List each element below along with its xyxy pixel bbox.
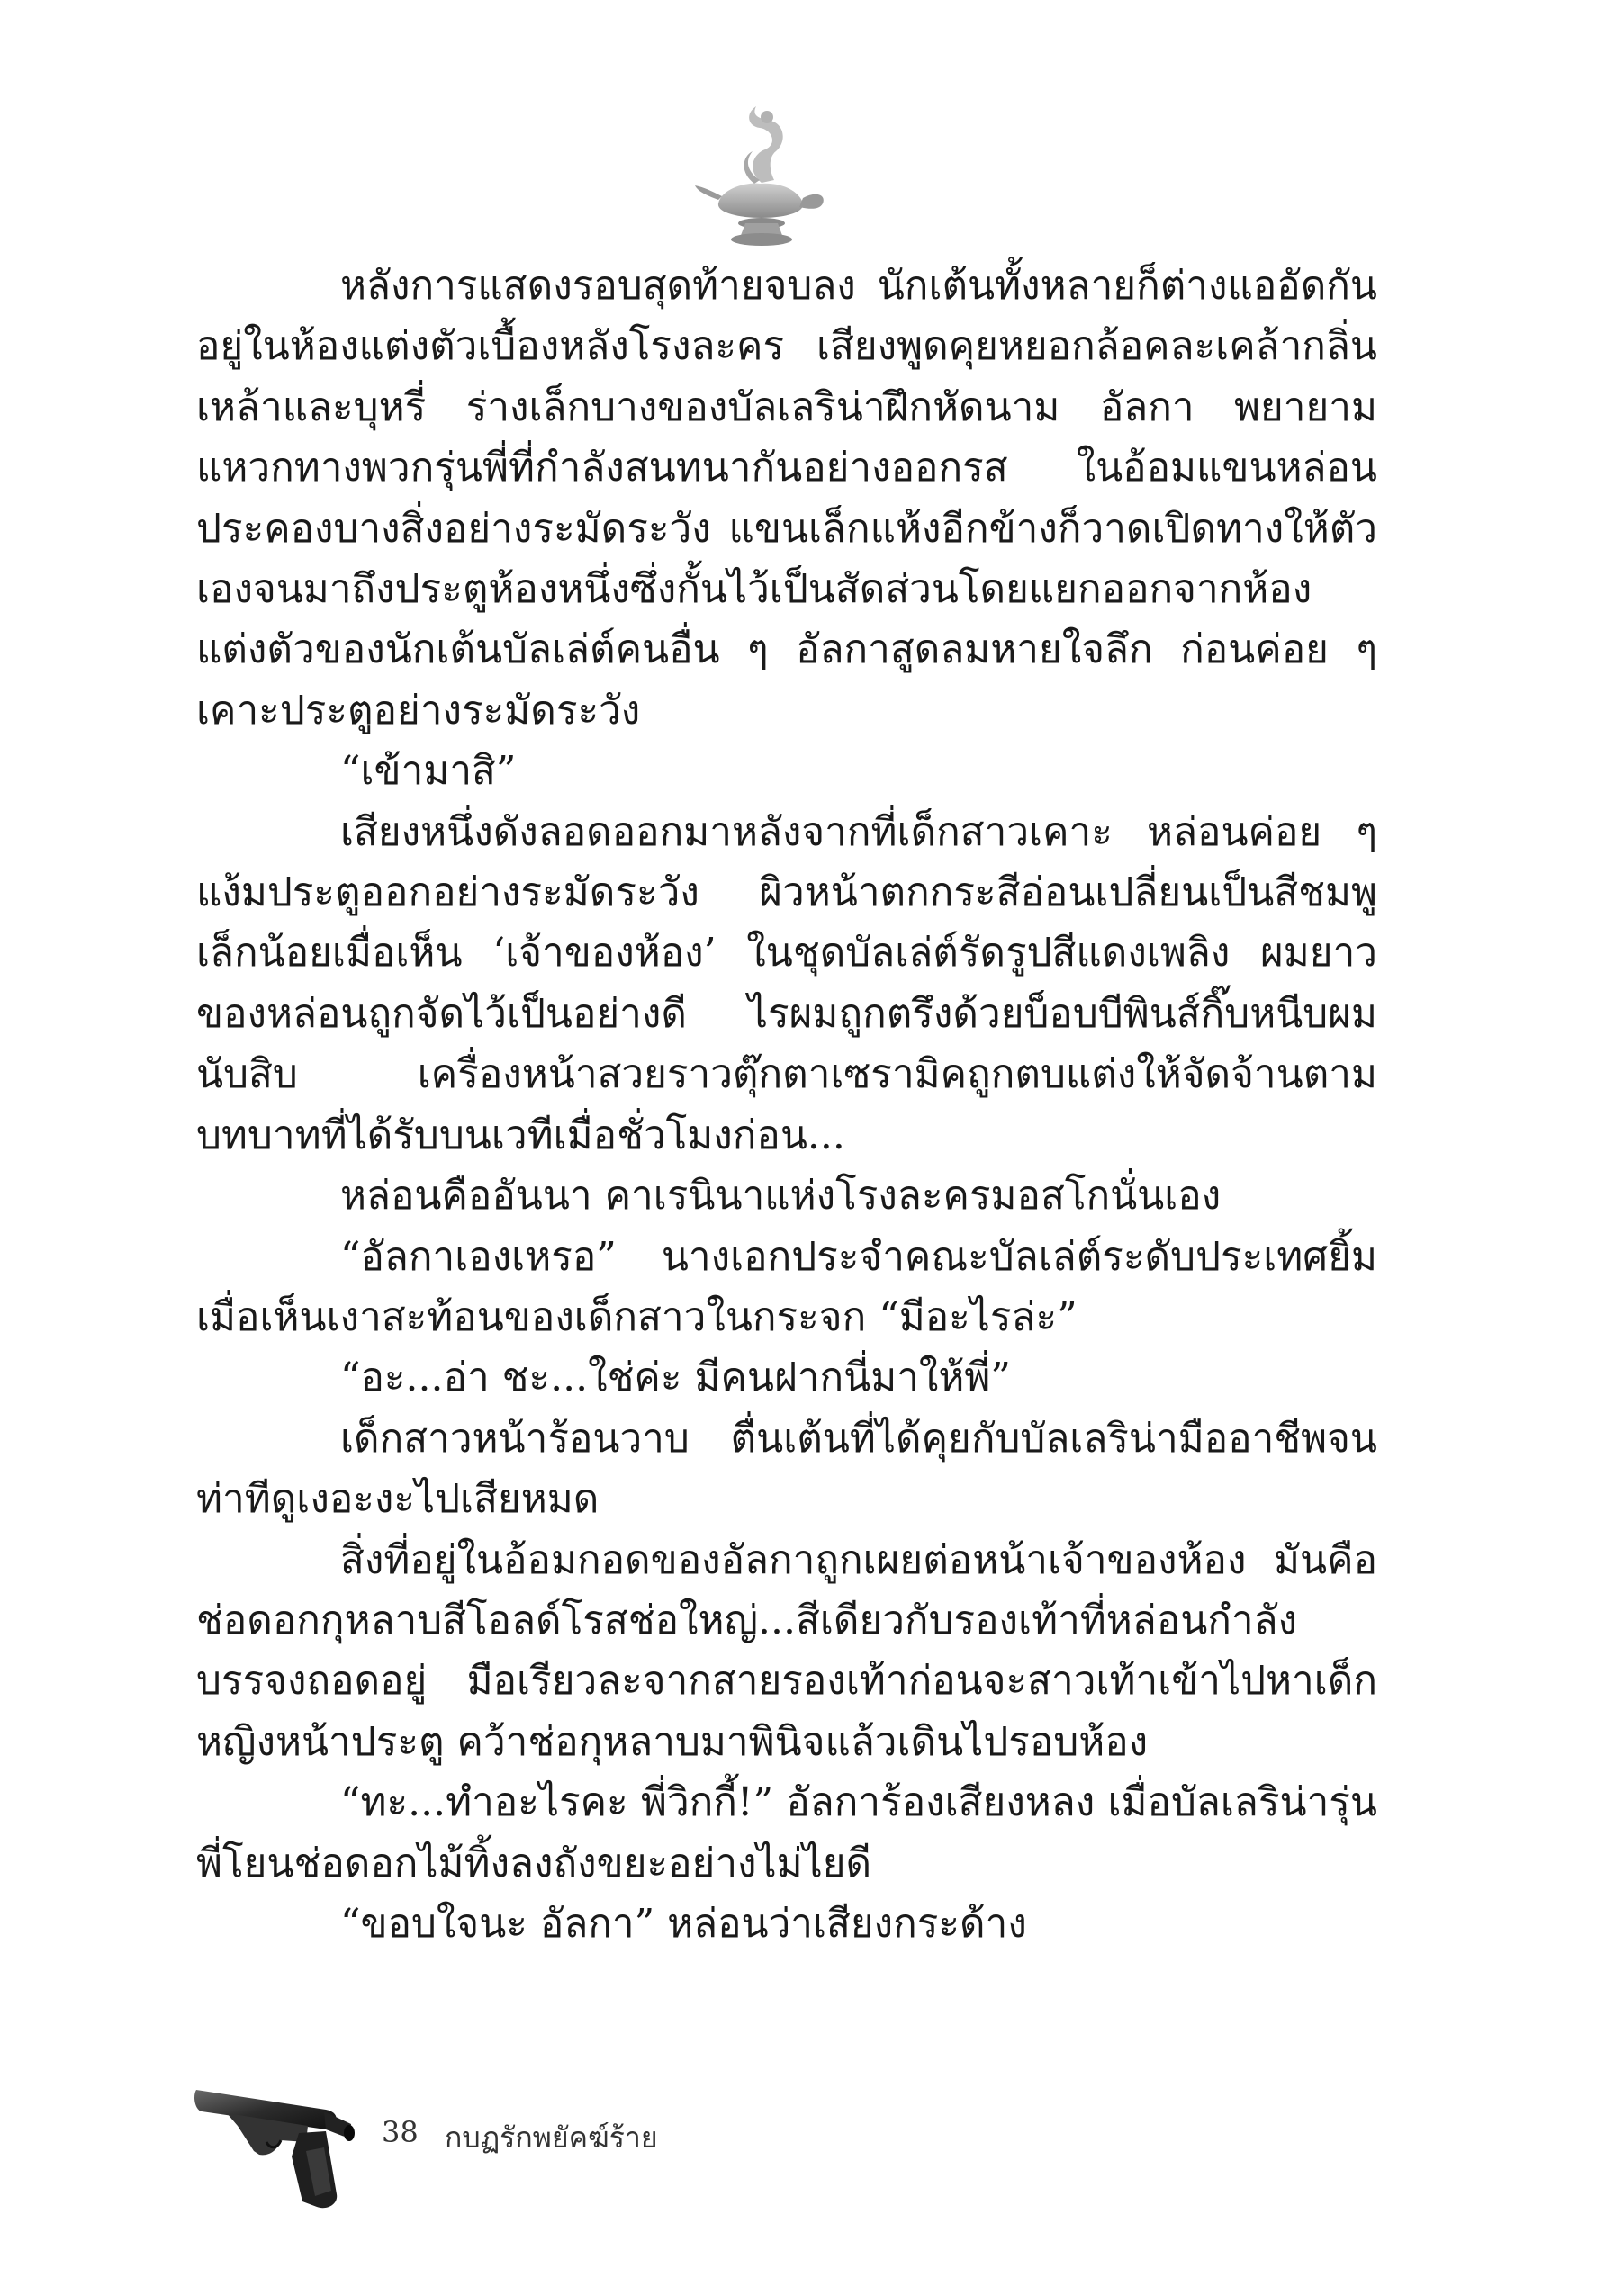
dialogue-line: “อะ...อ่า ชะ...ใช่ค่ะ มีคนฝากนี่มาให้พี่”: [340, 1355, 1011, 1401]
book-title: กบฏรักพยัคฆ์ร้าย: [445, 2120, 658, 2155]
dialogue-line: “อัลกาเองเหรอ” นางเอกประจำคณะบัลเล่ต์ระดับประเทศยิ้มเมื่อเห็นเงาสะท้อนของเด็กสาวในกระจก “มีอะไรล่ะ”: [196, 1233, 1377, 1340]
genie-lamp-icon: [691, 97, 826, 250]
dialogue-line: “ทะ...ทำอะไรคะ พี่วิกกี้!” อัลการ้องเสียงหลง เมื่อบัลเลริน่ารุ่นพี่โยนช่อดอกไม้ทิ้งลงถังขยะอย่างไม่ไยดี: [196, 1779, 1377, 1886]
paragraph: หลังการแสดงรอบสุดท้ายจบลง นักเต้นทั้งหลายก็ต่างแออัดกันอยู่ในห้องแต่งตัวเบื้องหลังโรงละคร เสียงพูดคุยหยอกล้อคละเคล้ากลิ่นเหล้าและบุหรี่ ร่างเล็กบางของบัลเลริน่าฝึกหัดนาม อัลกา พยายามแหวกทางพวกรุ่นพี่ที่กำลังสนทนากันอย่างออกรส ในอ้อมแขนหล่อนประคองบางสิ่งอย่างระมัดระวัง แขนเล็กแห้งอีกข้างก็วาดเปิดทางให้ตัวเองจนมาถึงประตูห้องหนึ่งซึ่งกั้นไว้เป็นสัดส่วนโดยแยกออกจากห้องแต่งตัวของนักเต้นบัลเล่ต์คนอื่น ๆ อัลกาสูดลมหายใจลึก ก่อนค่อย ๆ เคาะประตูอย่างระมัดระวัง: [196, 263, 1377, 734]
pistol-icon: [191, 2070, 371, 2214]
page-number: 38: [382, 2115, 419, 2149]
paragraph: สิ่งที่อยู่ในอ้อมกอดของอัลกาถูกเผยต่อหน้าเจ้าของห้อง มันคือช่อดอกกุหลาบสีโอลด์โรสช่อใหญ่...สีเดียวกับรองเท้าที่หล่อนกำลังบรรจงถอดอยู่ มือเรียวละจากสายรองเท้าก่อนจะสาวเท้าเข้าไปหาเด็กหญิงหน้าประตู คว้าช่อกุหลาบมาพินิจแล้วเดินไปรอบห้อง: [196, 1536, 1377, 1765]
dialogue-line: “เข้ามาสิ”: [340, 748, 517, 795]
paragraph: หล่อนคืออันนา คาเรนินาแห่งโรงละครมอสโกนั่นเอง: [340, 1173, 1222, 1220]
dialogue-line: “ขอบใจนะ อัลกา” หล่อนว่าเสียงกระด้าง: [340, 1900, 1027, 1947]
page-footer: [191, 2070, 821, 2214]
story-text: [196, 256, 1377, 1954]
paragraph: เสียงหนึ่งดังลอดออกมาหลังจากที่เด็กสาวเคาะ หล่อนค่อย ๆ แง้มประตูออกอย่างระมัดระวัง ผิวหน้าตกกระสีอ่อนเปลี่ยนเป็นสีชมพูเล็กน้อยเมื่อเห็น ‘เจ้าของห้อง’ ในชุดบัลเล่ต์รัดรูปสีแดงเพลิง ผมยาวของหล่อนถูกจัดไว้เป็นอย่างดี ไรผมถูกตรึงด้วยบ็อบบีพินส์กิ๊บหนีบผมนับสิบ เครื่องหน้าสวยราวตุ๊กตาเซรามิคถูกตบแต่งให้จัดจ้านตามบทบาทที่ได้รับบนเวทีเมื่อชั่วโมงก่อน...: [196, 808, 1377, 1158]
paragraph: เด็กสาวหน้าร้อนวาบ ตื่นเต้นที่ได้คุยกับบัลเลริน่ามืออาชีพจนท่าทีดูเงอะงะไปเสียหมด: [196, 1415, 1377, 1523]
